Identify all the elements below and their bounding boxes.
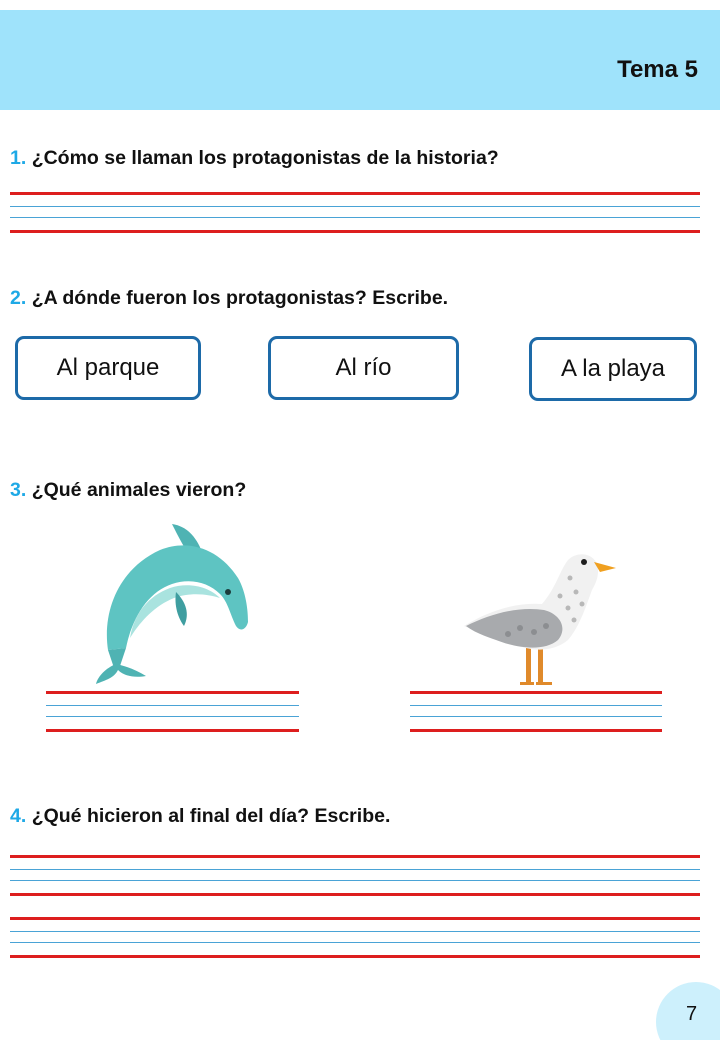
writing-line-red: [10, 855, 700, 858]
writing-line-blue: [10, 206, 700, 207]
option-al-rio[interactable]: Al río: [268, 336, 459, 400]
writing-line-red: [10, 192, 700, 195]
writing-line-red: [10, 955, 700, 958]
writing-line-blue: [10, 931, 700, 932]
question-number: 4.: [10, 805, 27, 827]
question-number: 1.: [10, 147, 27, 169]
writing-line-red: [10, 893, 700, 896]
question-text: ¿A dónde fueron los protagonistas? Escribe.: [31, 287, 449, 309]
seagull-icon: [460, 548, 625, 688]
dolphin-icon: [90, 518, 260, 688]
writing-line-blue: [410, 705, 662, 706]
writing-line-blue: [46, 705, 299, 706]
writing-line-red: [46, 729, 299, 732]
page-number: 7: [686, 1003, 698, 1025]
header-banner: [0, 10, 720, 110]
writing-line-red: [10, 917, 700, 920]
writing-line-red: [46, 691, 299, 694]
writing-line-red: [10, 230, 700, 233]
writing-line-blue: [46, 716, 299, 717]
question-3: [10, 479, 246, 502]
option-a-la-playa[interactable]: A la playa: [529, 337, 697, 401]
question-4: [10, 805, 390, 828]
writing-line-blue: [10, 942, 700, 943]
writing-line-red: [410, 691, 662, 694]
writing-line-blue: [10, 217, 700, 218]
writing-line-blue: [10, 880, 700, 881]
option-al-parque[interactable]: Al parque: [15, 336, 201, 400]
question-text: ¿Cómo se llaman los protagonistas de la historia?: [31, 147, 499, 169]
question-text: ¿Qué hicieron al final del día? Escribe.: [31, 805, 391, 827]
writing-line-blue: [10, 869, 700, 870]
question-number: 3.: [10, 479, 27, 501]
question-1: [10, 147, 499, 170]
question-2: [10, 287, 448, 310]
question-text: ¿Qué animales vieron?: [31, 479, 247, 501]
question-number: 2.: [10, 287, 27, 309]
writing-line-blue: [410, 716, 662, 717]
writing-line-red: [410, 729, 662, 732]
page-title: Tema 5: [617, 56, 698, 83]
